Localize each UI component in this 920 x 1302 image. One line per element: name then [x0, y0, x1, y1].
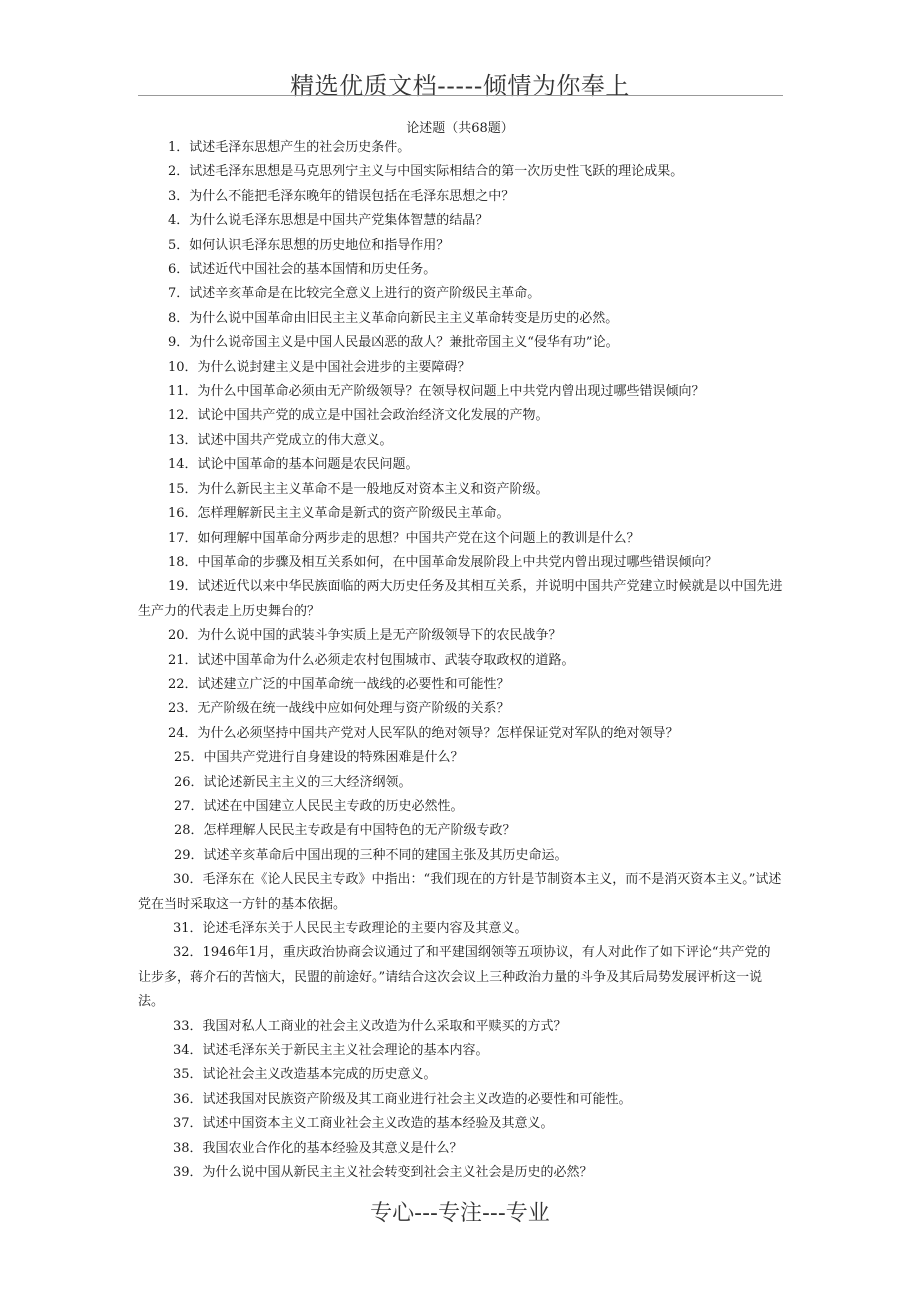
question-item: 10．为什么说封建主义是中国社会进步的主要障碍？ [168, 359, 471, 375]
question-item: 28．怎样理解人民民主专政是有中国特色的无产阶级专政？ [174, 823, 516, 839]
question-item: 4．为什么说毛泽东思想是中国共产党集体智慧的结晶？ [168, 213, 489, 229]
question-item: 15．为什么新民主主义革命不是一般地反对资本主义和资产阶级。 [168, 481, 549, 497]
question-item: 36．试述我国对民族资产阶级及其工商业进行社会主义改造的必要性和可能性。 [173, 1091, 632, 1107]
question-item: 16．怎样理解新民主主义革命是新式的资产阶级民主革命。 [168, 506, 510, 522]
question-item: 5．如何认识毛泽东思想的历史地位和指导作用？ [168, 237, 450, 253]
page-footer: 专心---专注---专业 [370, 1201, 550, 1226]
question-item: 3．为什么不能把毛泽东晚年的错误包括在毛泽东思想之中？ [168, 188, 515, 204]
question-item: 17．如何理解中国革命分两步走的思想？中国共产党在这个问题上的教训是什么？ [168, 530, 640, 546]
question-item: 6．试述近代中国社会的基本国情和历史任务。 [168, 262, 437, 278]
document-title: 论述题（共68题） [406, 121, 514, 136]
question-item: 14．试论中国革命的基本问题是农民问题。 [168, 457, 419, 473]
question-item: 12．试论中国共产党的成立是中国社会政治经济文化发展的产物。 [168, 408, 549, 424]
question-item: 24．为什么必须坚持中国共产党对人民军队的绝对领导？怎样保证党对军队的绝对领导？ [168, 725, 679, 741]
question-item: 11．为什么中国革命必须由无产阶级领导？在领导权问题上中共党内曾出现过哪些错误倾向？ [168, 384, 705, 400]
question-item: 34．试述毛泽东关于新民主主义社会理论的基本内容。 [173, 1043, 489, 1059]
question-item: 33．我国对私人工商业的社会主义改造为什么采取和平赎买的方式？ [173, 1018, 567, 1034]
question-item: 21．试述中国革命为什么必须走农村包围城市、武装夺取政权的道路。 [168, 652, 575, 668]
question-item: 7．试述辛亥革命是在比较完全意义上进行的资产阶级民主革命。 [168, 286, 541, 302]
question-item: 30．毛泽东在《论人民民主专政》中指出：“我们现在的方针是节制资本主义，而不是消灭资本主义。”试述党在当时采取这一方针的基本依据。 [138, 872, 782, 912]
question-item: 27．试述在中国建立人民民主专政的历史必然性。 [174, 798, 464, 814]
question-item: 26．试论述新民主主义的三大经济纲领。 [174, 774, 412, 790]
question-item: 22．试述建立广泛的中国革命统一战线的必要性和可能性？ [168, 676, 510, 692]
question-item: 37．试述中国资本主义工商业社会主义改造的基本经验及其意义。 [173, 1116, 554, 1132]
question-item: 2．试述毛泽东思想是马克思列宁主义与中国实际相结合的第一次历史性飞跃的理论成果。 [168, 164, 684, 180]
question-item: 1．试述毛泽东思想产生的社会历史条件。 [168, 140, 411, 155]
question-item: 23．无产阶级在统一战线中应如何处理与资产阶级的关系？ [168, 701, 510, 717]
question-item: 31．论述毛泽东关于人民民主专政理论的主要内容及其意义。 [173, 921, 528, 936]
page-header: 精选优质文档-----倾情为你奉上 [290, 72, 630, 100]
question-item: 8．为什么说中国革命由旧民主主义革命向新民主主义革命转变是历史的必然。 [168, 310, 619, 326]
question-item: 25．中国共产党进行自身建设的特殊困难是什么？ [174, 750, 464, 766]
question-item: 29．试述辛亥革命后中国出现的三种不同的建国主张及其历史命运。 [174, 847, 568, 863]
question-item: 38．我国农业合作化的基本经验及其意义是什么？ [173, 1140, 463, 1156]
question-item: 18．中国革命的步骤及相互关系如何，在中国革命发展阶段上中共党内曾出现过哪些错误倾向？ [168, 554, 718, 570]
question-item: 35．试论社会主义改造基本完成的历史意义。 [173, 1067, 437, 1083]
question-list [138, 136, 783, 1185]
question-item: 20．为什么说中国的武装斗争实质上是无产阶级领导下的农民战争？ [168, 628, 562, 644]
question-item: 39．为什么说中国从新民主主义社会转变到社会主义社会是历史的必然？ [173, 1165, 593, 1181]
header-rule [138, 95, 783, 96]
question-item: 19．试述近代以来中华民族面临的两大历史任务及其相互关系，并说明中国共产党建立时候就是以中国先进生产力的代表走上历史舞台的？ [138, 579, 783, 619]
question-item: 9．为什么说帝国主义是中国人民最凶恶的敌人？兼批帝国主义“侵华有功”论。 [168, 335, 619, 351]
question-item: 32．1946年1月，重庆政治协商会议通过了和平建国纲领等五项协议，有人对此作了如下评论“共产党的让步多，蒋介石的苦恼大，民盟的前途好。”请结合这次会议上三种政治力量的斗争及其后局势发展评析这一说法。 [138, 945, 771, 1010]
question-item: 13．试述中国共产党成立的伟大意义。 [168, 432, 393, 448]
